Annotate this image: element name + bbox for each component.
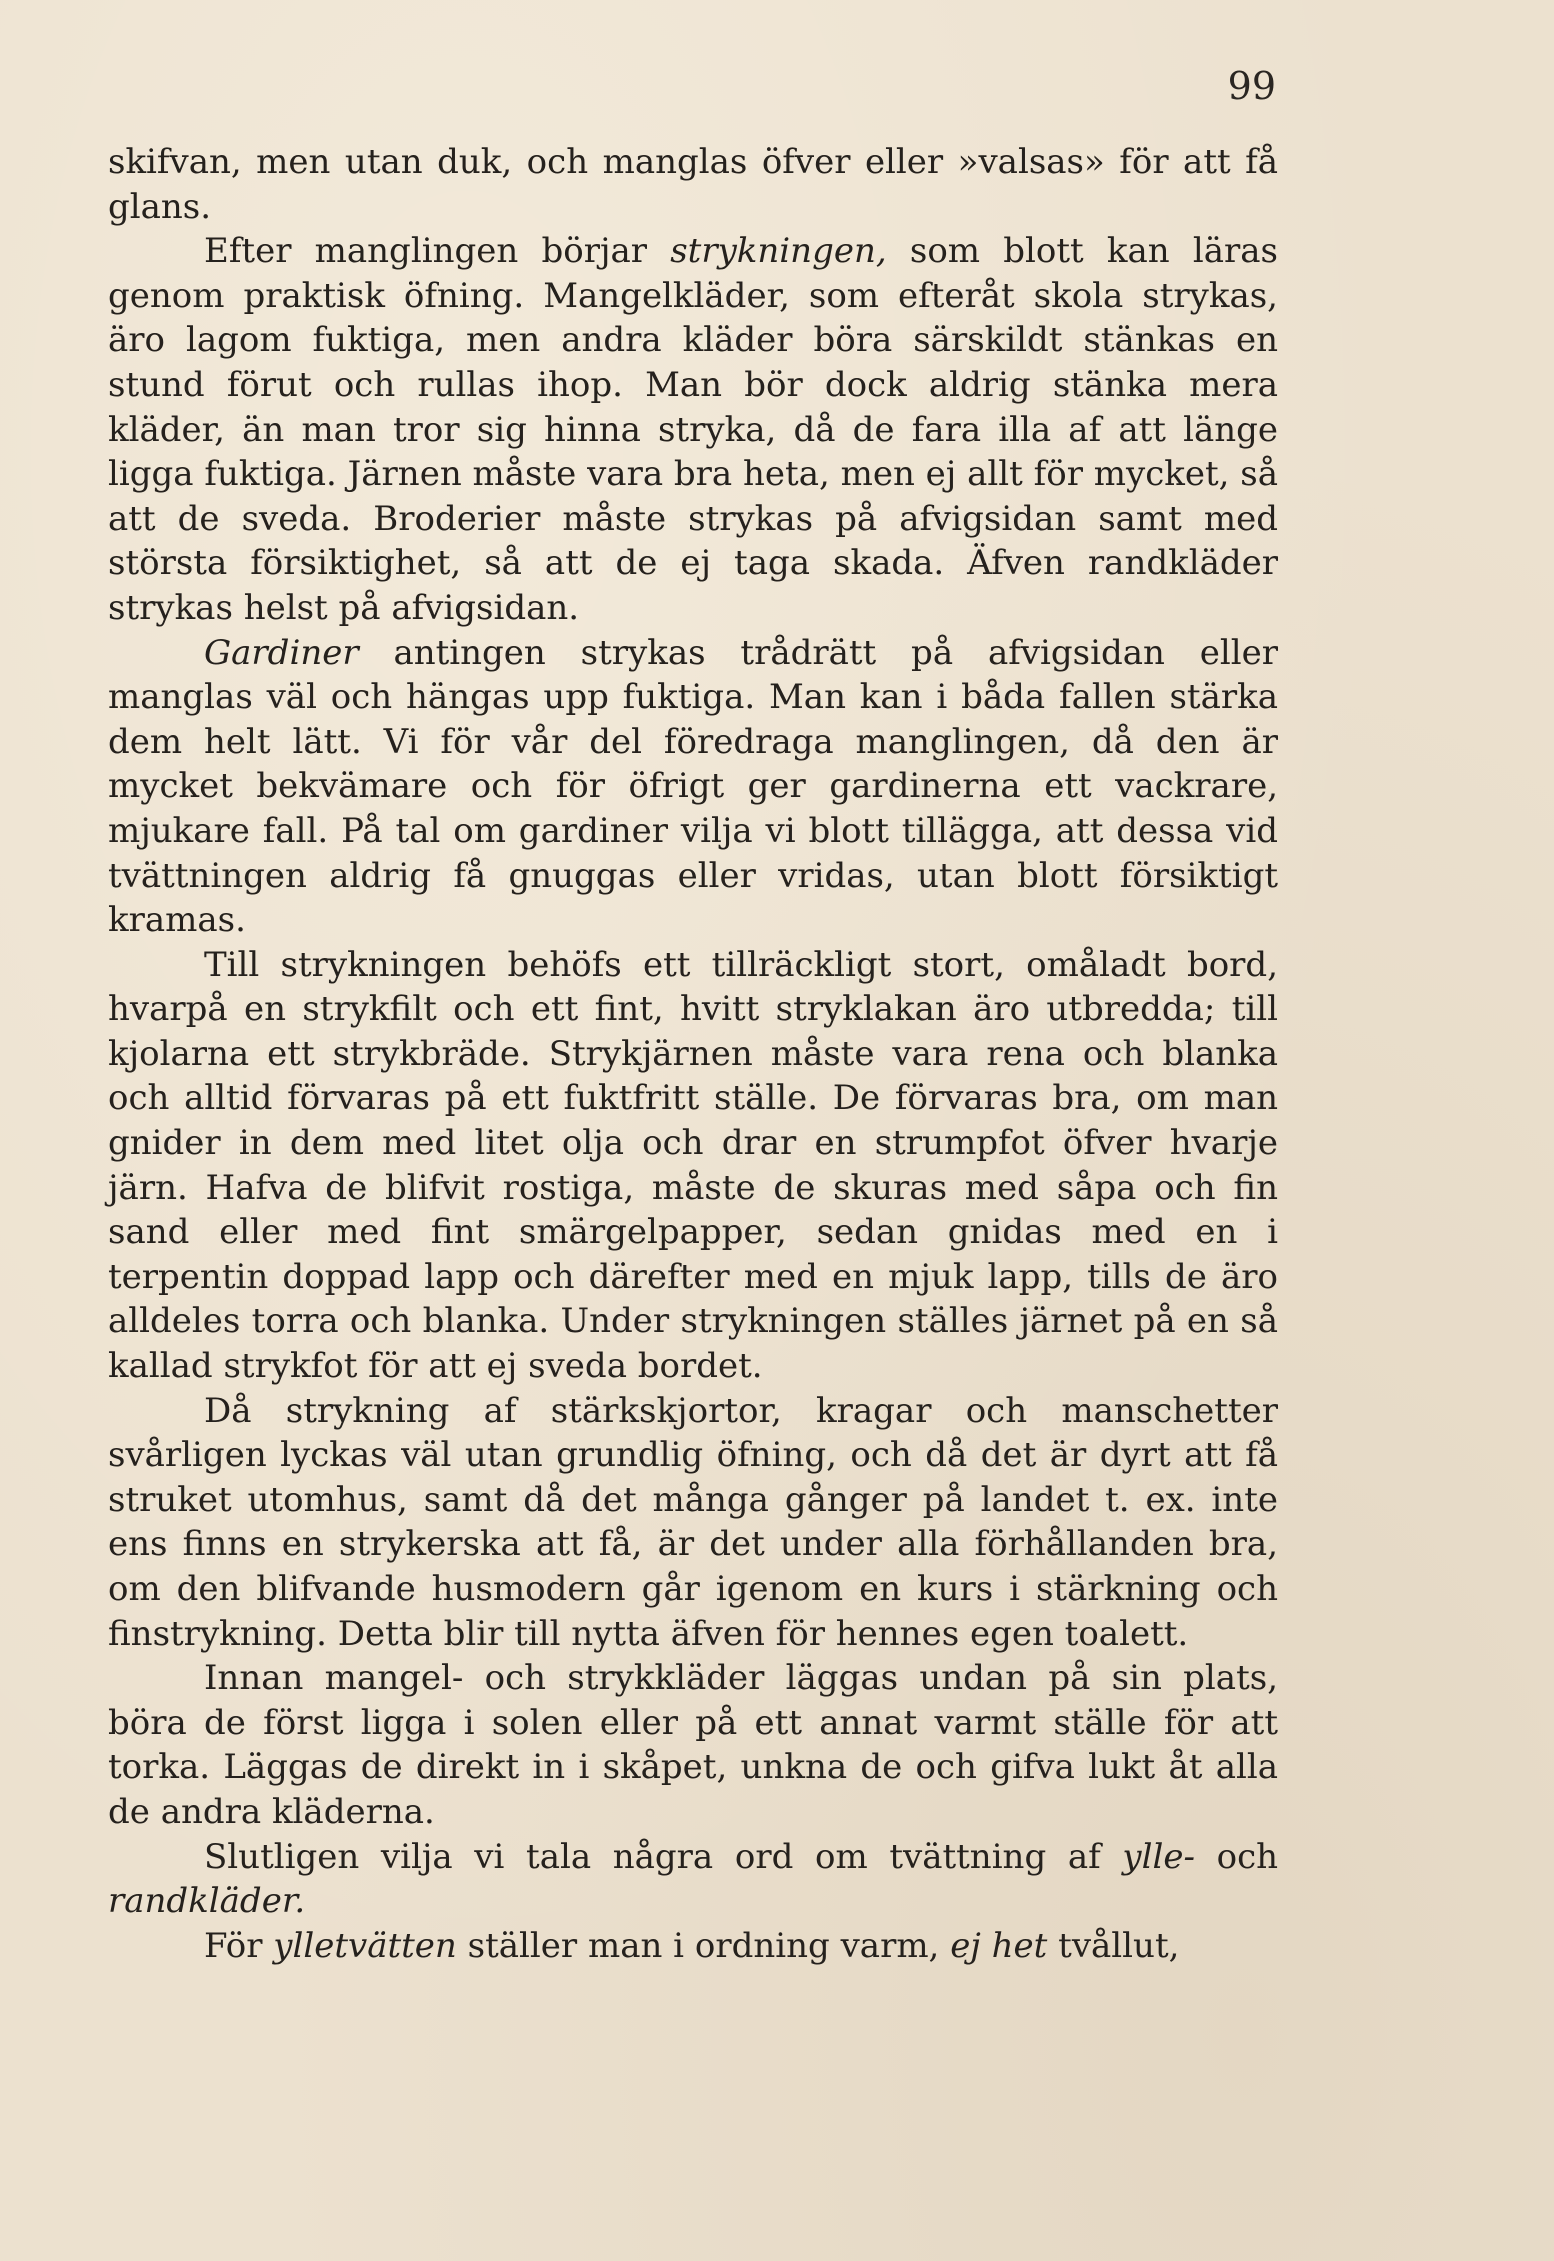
- text-run: tvållut,: [1047, 1925, 1180, 1966]
- italic-text: ylle-: [1122, 1836, 1195, 1877]
- text-run: Till strykningen behöfs ett tillräckligt stort, omåladt bord, hvarpå en strykfilt och ett fint, hvitt stryklakan äro utbredda; till kjolarna ett strykbräde. Strykjärnen måste vara rena och blanka och alltid förvaras på ett fuktfritt ställe. De förvaras bra, om man gnider in dem med litet olja och drar en strumpfot öfver hvarje järn. Hafva de blifvit rostiga, måste de skuras med såpa och fin sand eller med fint smärgelpapper, sedan gnidas med en i terpentin doppad lapp och därefter med en mjuk lapp, tills de äro alldeles torra och blanka. Under strykningen ställes järnet på en så kallad strykfot för att ej sveda bordet.: [108, 944, 1278, 1387]
- paragraph: [108, 943, 1278, 1389]
- paragraph: [108, 1389, 1278, 1657]
- paragraph: [108, 1835, 1278, 1924]
- paragraph: [108, 140, 1278, 229]
- text-run: ställer man i ordning varm,: [456, 1925, 951, 1966]
- italic-text: ylletvätten: [273, 1925, 457, 1966]
- text-run: Slutligen vilja vi tala några ord om tvättning af: [204, 1836, 1123, 1877]
- text-run: som blott kan läras genom praktisk öfning. Mangelkläder, som efteråt skola strykas, äro lagom fuktiga, men andra kläder böra särskildt stänkas en stund förut och rullas ihop. Man bör dock aldrig stänka mera kläder, än man tror sig hinna stryka, då de fara illa af att länge ligga fuktiga. Järnen måste vara bra heta, men ej allt för mycket, så att de sveda. Broderier måste strykas på afvigsidan samt med största försiktighet, så att de ej taga skada. Äfven randkläder strykas helst på afvigsidan.: [108, 231, 1278, 628]
- body-text: [108, 140, 1278, 1968]
- text-run: Efter manglingen börjar: [204, 231, 671, 272]
- text-run: Då strykning af stärkskjortor, kragar och manschetter svårligen lyckas väl utan grundlig öfning, och då det är dyrt att få struket utomhus, samt då det många gånger på landet t. ex. inte ens finns en strykerska att få, är det under alla förhållanden bra, om den blifvande husmodern går igenom en kurs i stärkning och finstrykning. Detta blir till nytta äfven för hennes egen toalett.: [108, 1390, 1278, 1654]
- italic-text: ej het: [950, 1925, 1048, 1966]
- text-run: och: [1194, 1836, 1279, 1877]
- page-number: 99: [1227, 64, 1276, 108]
- paragraph: [108, 229, 1278, 630]
- italic-text: strykningen,: [670, 231, 887, 272]
- paragraph: [108, 1924, 1278, 1969]
- text-run: skifvan, men utan duk, och manglas öfver eller »valsas» för att få glans.: [108, 142, 1278, 227]
- text-run: antingen strykas trådrätt på afvigsidan eller manglas väl och hängas upp fuktiga. Man kan i båda fallen stärka dem helt lätt. Vi för vår del föredraga manglingen, då den är mycket bekvämare och för öfrigt ger gardinerna ett vackrare, mjukare fall. På tal om gardiner vilja vi blott tillägga, att dessa vid tvättningen aldrig få gnuggas eller vridas, utan blott försiktigt kramas.: [108, 632, 1278, 941]
- paragraph: [108, 1656, 1278, 1834]
- text-run: Innan mangel- och strykkläder läggas undan på sin plats, böra de först ligga i solen eller på ett annat varmt ställe för att torka. Läggas de direkt in i skåpet, unkna de och gifva lukt åt alla de andra kläderna.: [108, 1658, 1278, 1832]
- italic-text: randkläder.: [108, 1881, 306, 1922]
- text-run: För: [204, 1925, 274, 1966]
- italic-text: Gardiner: [204, 632, 359, 673]
- paragraph: [108, 631, 1278, 943]
